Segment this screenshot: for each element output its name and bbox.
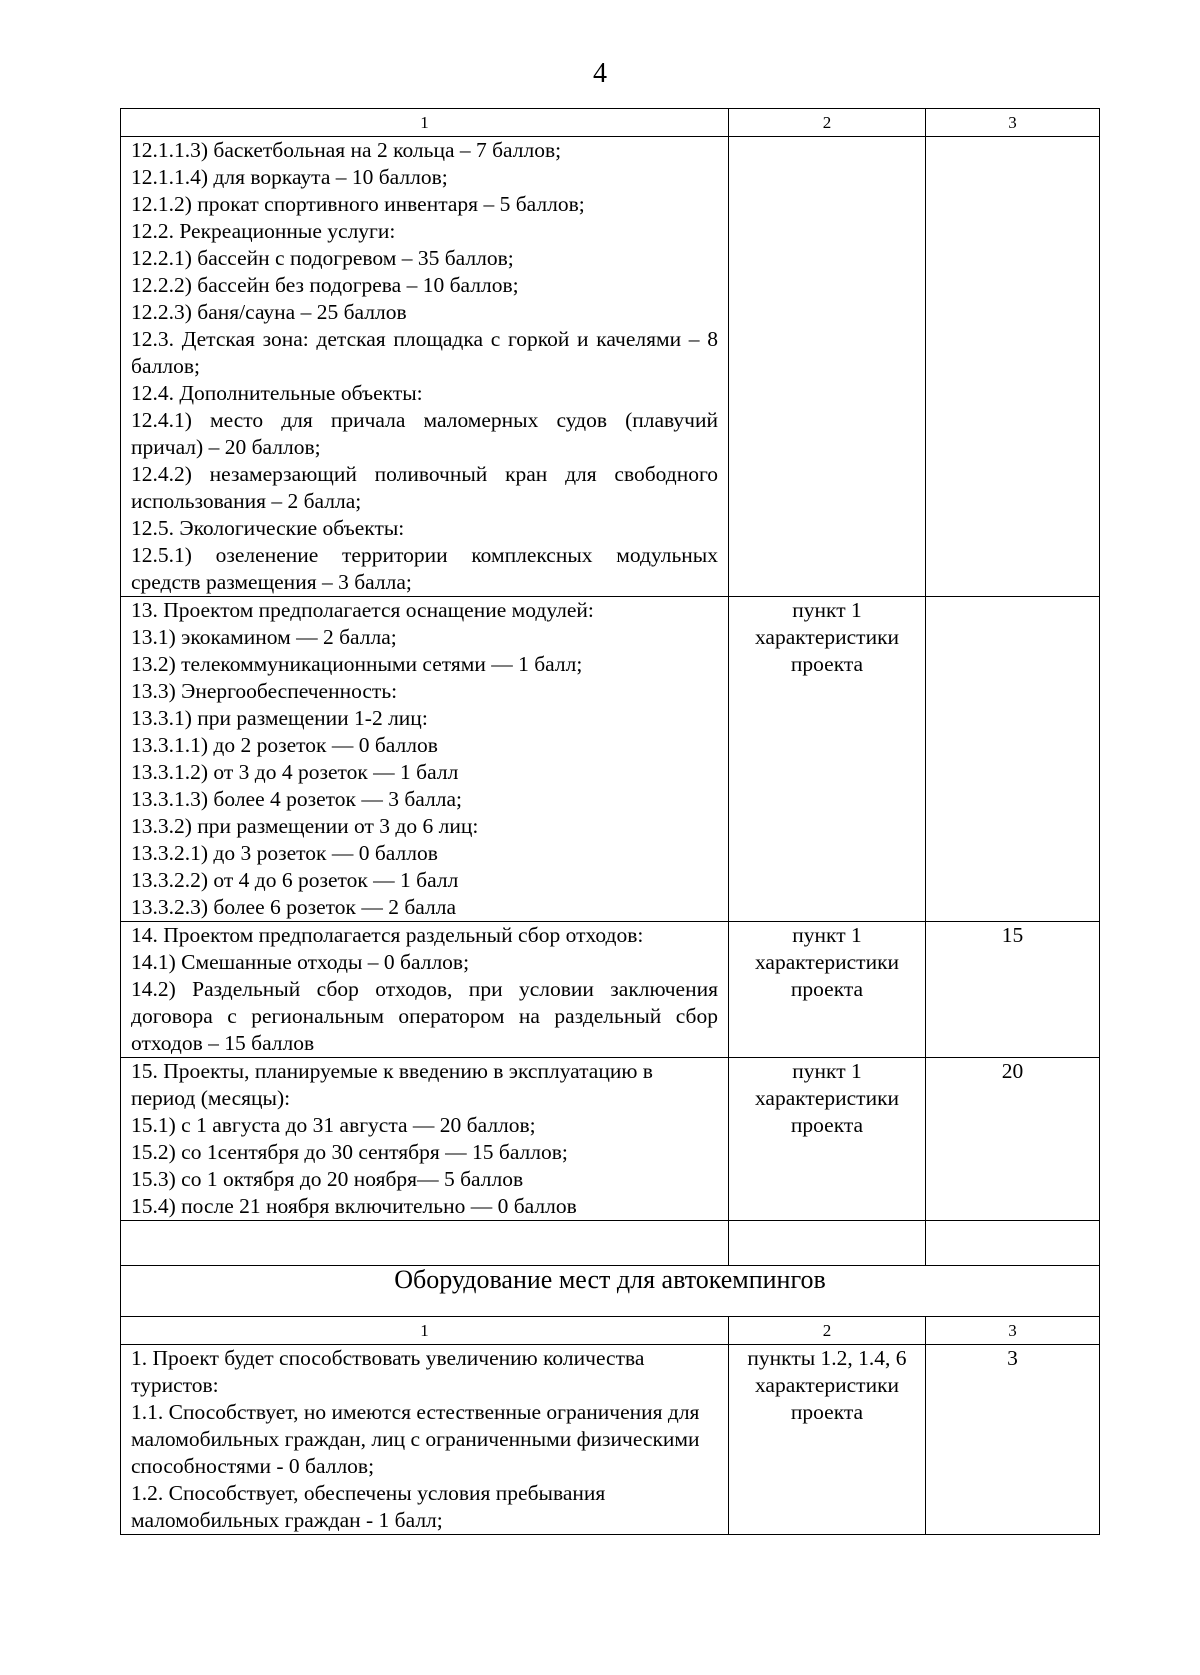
criterion-line: 12.1.1.3) баскетбольная на 2 кольца – 7 баллов;: [131, 138, 562, 162]
criteria-cell: [121, 597, 729, 922]
criterion-line: 12.2.1) бассейн с подогревом – 35 баллов;: [131, 246, 514, 270]
empty-cell: [926, 1221, 1100, 1266]
criterion-line: 15.2) со 1сентября до 30 сентября — 15 баллов;: [131, 1140, 568, 1164]
criterion-line: 13.3.2.1) до 3 розеток — 0 баллов: [131, 841, 438, 865]
criterion-line: 12.2.3) баня/сауна – 25 баллов: [131, 300, 407, 324]
criterion-line: 14. Проектом предполагается раздельный сбор отходов:: [131, 923, 644, 947]
criterion-line: 15.1) с 1 августа до 31 августа — 20 баллов;: [131, 1113, 536, 1137]
table-header-row: [121, 1317, 1100, 1345]
criterion-line: 15.3) со 1 октября до 20 ноября— 5 баллов: [131, 1167, 524, 1191]
criteria-cell: [121, 1345, 729, 1535]
criteria-cell: [121, 1058, 729, 1221]
reference-cell: пункт 1 характеристики проекта: [729, 597, 926, 922]
criterion-line: 14.1) Смешанные отходы – 0 баллов;: [131, 950, 470, 974]
criterion-line: 1.2. Способствует, обеспечены условия пребывания маломобильных граждан - 1 балл;: [131, 1481, 606, 1532]
max-score-cell: [926, 597, 1100, 922]
criterion-line: 13.3.1.3) более 4 розеток — 3 балла;: [131, 787, 462, 811]
criterion-line: 1. Проект будет способствовать увеличению количества туристов:: [131, 1346, 645, 1397]
criterion-line: 12.5.1) озеленение территории комплексных модульных средств размещения – 3 балла;: [131, 543, 718, 594]
criterion-line: 12.2.2) бассейн без подогрева – 10 баллов;: [131, 273, 519, 297]
column-header-3: 3: [926, 1317, 1100, 1345]
criterion-line: 13. Проектом предполагается оснащение модулей:: [131, 598, 594, 622]
criterion-line: 12.4.1) место для причала маломерных судов (плавучий причал) – 20 баллов;: [131, 408, 718, 459]
criterion-line: 12.1.1.4) для воркаута – 10 баллов;: [131, 165, 448, 189]
criterion-line: 13.1) экокамином — 2 балла;: [131, 625, 397, 649]
column-header-2: 2: [729, 109, 926, 137]
criterion-line: 12.4. Дополнительные объекты:: [131, 381, 423, 405]
criterion-line: 12.3. Детская зона: детская площадка с горкой и качелями – 8 баллов;: [131, 327, 718, 378]
column-header-1: 1: [121, 1317, 729, 1345]
criterion-line: 12.5. Экологические объекты:: [131, 516, 405, 540]
max-score-cell: 20: [926, 1058, 1100, 1221]
criterion-line: 14.2) Раздельный сбор отходов, при условии заключения договора с региональным оператором на раздельный сбор отходов – 15 баллов: [131, 977, 718, 1055]
criterion-line: 13.3.2) при размещении от 3 до 6 лиц:: [131, 814, 479, 838]
page-number: 4: [593, 58, 607, 89]
criterion-line: 13.3) Энергообеспеченность:: [131, 679, 398, 703]
max-score-cell: 3: [926, 1345, 1100, 1535]
criterion-line: 15.4) после 21 ноября включительно — 0 баллов: [131, 1194, 577, 1218]
criterion-line: 13.3.2.3) более 6 розеток — 2 балла: [131, 895, 457, 919]
column-header-2: 2: [729, 1317, 926, 1345]
table-row: [121, 1058, 1100, 1221]
criteria-cell: [121, 137, 729, 597]
section-title: Оборудование мест для автокемпингов: [121, 1266, 1100, 1317]
criterion-line: 13.3.1.2) от 3 до 4 розеток — 1 балл: [131, 760, 459, 784]
criterion-line: 13.3.1) при размещении 1-2 лиц:: [131, 706, 428, 730]
table-row: [121, 597, 1100, 922]
reference-cell: пункты 1.2, 1.4, 6 характеристики проекта: [729, 1345, 926, 1535]
criteria-cell: [121, 922, 729, 1058]
table-row: [121, 922, 1100, 1058]
criterion-line: 1.1. Способствует, но имеются естественные ограничения для маломобильных граждан, лиц с ограниченными физическими способностями - 0 баллов;: [131, 1400, 700, 1478]
column-header-3: 3: [926, 109, 1100, 137]
criterion-line: 13.3.1.1) до 2 розеток — 0 баллов: [131, 733, 438, 757]
table-header-row: [121, 109, 1100, 137]
criterion-line: 12.2. Рекреационные услуги:: [131, 219, 396, 243]
reference-cell: пункт 1 характеристики проекта: [729, 1058, 926, 1221]
column-header-1: 1: [121, 109, 729, 137]
section-title-row: [121, 1266, 1100, 1317]
reference-cell: [729, 137, 926, 597]
criterion-line: 12.1.2) прокат спортивного инвентаря – 5 баллов;: [131, 192, 585, 216]
criterion-line: 12.4.2) незамерзающий поливочный кран для свободного использования – 2 балла;: [131, 462, 718, 513]
empty-row: [121, 1221, 1100, 1266]
empty-cell: [121, 1221, 729, 1266]
max-score-cell: 15: [926, 922, 1100, 1058]
table-row: [121, 1345, 1100, 1535]
criteria-table: [120, 108, 1100, 1535]
criterion-line: 13.2) телекоммуникационными сетями — 1 балл;: [131, 652, 583, 676]
reference-cell: пункт 1 характеристики проекта: [729, 922, 926, 1058]
max-score-cell: [926, 137, 1100, 597]
empty-cell: [729, 1221, 926, 1266]
criterion-line: 13.3.2.2) от 4 до 6 розеток — 1 балл: [131, 868, 459, 892]
table-row: [121, 137, 1100, 597]
criterion-line: 15. Проекты, планируемые к введению в эксплуатацию в период (месяцы):: [131, 1059, 653, 1110]
